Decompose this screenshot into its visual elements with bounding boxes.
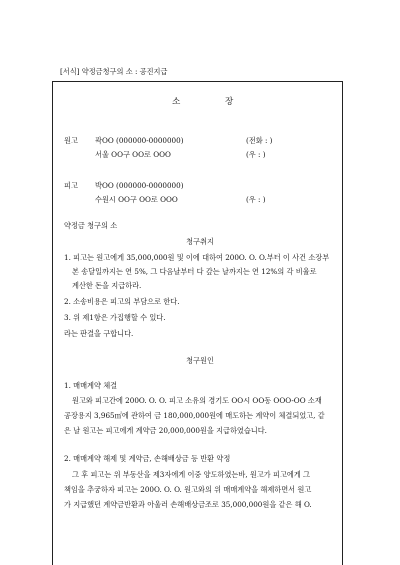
cause-line: 책임을 추궁하자 피고는 200O. O. O. 원고와의 위 매매계약을 해제하면서 원고 <box>64 485 312 494</box>
plaintiff-name-id: 곽OO (000000-0000000) <box>95 136 184 145</box>
plaintiff-address: 서울 OO구 OO로 OOO <box>95 150 171 159</box>
case-name: 약정금 청구의 소 <box>64 221 118 230</box>
claim-line: 3. 위 제1항은 가집행할 수 있다. <box>64 313 166 322</box>
defendant-zip: (우 : ) <box>246 195 266 204</box>
cause-line: 가 지급했던 계약금반환과 아울러 손해배상금조로 35,000,000원을 같은 해 O. <box>64 500 312 509</box>
defendant-role-label: 피고 <box>64 181 78 190</box>
defendant-address: 수원시 OO구 OO로 OOO <box>95 195 178 204</box>
claim-line: 계산한 돈을 지급하라. <box>72 281 142 290</box>
cause-line: 그 후 피고는 위 부동산을 제3자에게 이중 양도하였는바, 원고가 피고에게 그 <box>72 470 311 479</box>
defendant-name-id: 박OO (000000-0000000) <box>95 181 184 190</box>
plaintiff-role-label: 원고 <box>64 136 78 145</box>
document-title-right: 장 <box>225 97 234 107</box>
claim-line: 라는 판결을 구합니다. <box>64 329 134 338</box>
plaintiff-zip: (우 : ) <box>246 150 266 159</box>
plaintiff-phone: (전화 : ) <box>246 136 273 145</box>
form-caption: [서식] 약정금청구의 소 : 공진지급 <box>60 67 168 76</box>
cause-section-title: 2. 매매계약 해제 및 계약금, 손해배상금 등 반환 약정 <box>64 454 231 463</box>
cause-heading: 청구원인 <box>186 356 214 365</box>
claim-line: 2. 소송비용은 피고의 부담으로 한다. <box>64 297 180 306</box>
cause-line: 원고와 피고간에 200O. O. O. 피고 소유의 경기도 OO시 OO동 OOO-OO 소재 <box>72 396 322 405</box>
claim-line: 1. 피고는 원고에게 35,000,000원 및 이에 대하여 200O. O. O.부터 이 사건 소장부 <box>64 253 330 262</box>
document-title-left: 소 <box>172 97 181 107</box>
claim-heading: 청구취지 <box>186 237 214 246</box>
cause-line: 공장용지 3,965㎡에 관하여 금 180,000,000원에 매도하는 계약이 체결되었고, 같 <box>64 411 325 420</box>
cause-line: 은 날 원고는 피고에게 계약금 20,000,000원을 지급하였습니다. <box>64 426 267 435</box>
claim-line: 본 송달일까지는 연 5%, 그 다음날부터 다 갚는 날까지는 연 12%의 각 비율로 <box>72 267 317 276</box>
cause-section-title: 1. 매매계약 체결 <box>64 381 118 390</box>
